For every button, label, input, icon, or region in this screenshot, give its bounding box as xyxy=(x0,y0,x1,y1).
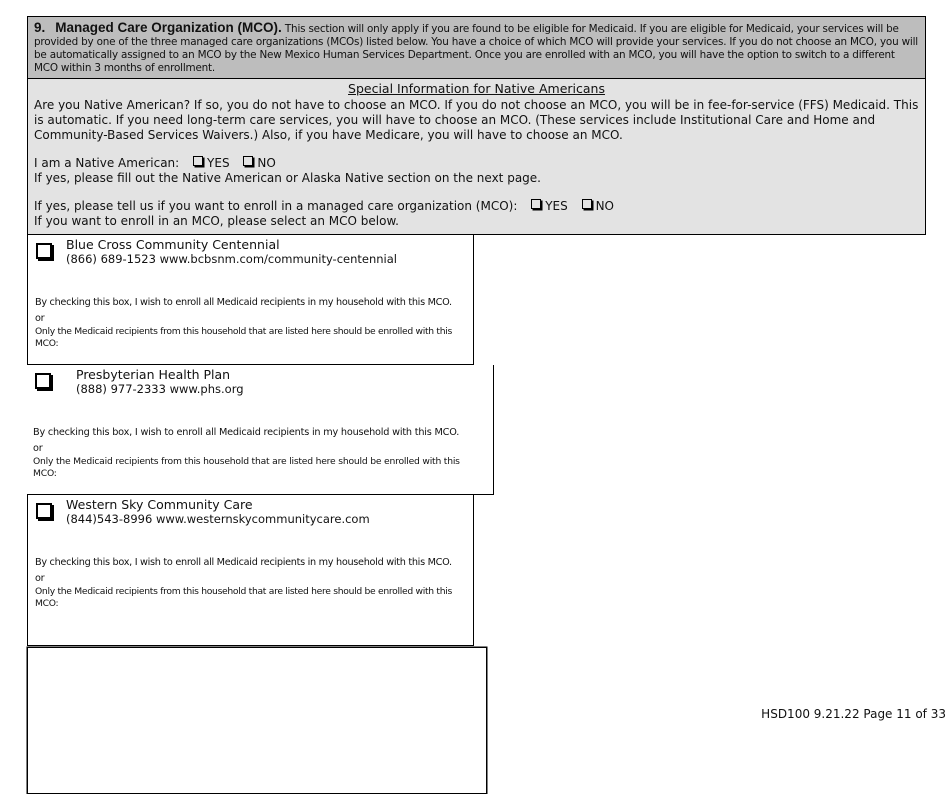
native-no-label: NO xyxy=(257,156,276,170)
mco-option-western-sky xyxy=(27,495,474,646)
presbyterian-checkbox[interactable] xyxy=(35,373,51,389)
native-american-note: If yes, please fill out the Native American or Alaska Native section on the next page. xyxy=(34,171,541,185)
western-sky-checkbox[interactable] xyxy=(36,503,52,519)
native-info-paragraph: Are you Native American? If so, you do not have to choose an MCO. If you do not choose an MCO, you will be in fee-for-service (FFS) Medicaid. This is automatic. If you need long-term care services, you will have to choose an MCO. (These services include Institutional Care and Home and Community-Based Services Waivers.) Also, if you have Medicare, you will have to choose an MCO. xyxy=(34,98,919,142)
plan-name: Blue Cross Community Centennial xyxy=(66,237,280,252)
enroll-all-text: By checking this box, I wish to enroll all Medicaid recipients in my household with this MCO. xyxy=(33,427,460,438)
native-yes-label: YES xyxy=(207,156,230,170)
native-no-checkbox[interactable] xyxy=(243,156,253,166)
enroll-instructions xyxy=(35,295,465,350)
plan-contact: (888) 977-2333 www.phs.org xyxy=(76,382,244,396)
section-header xyxy=(27,16,926,79)
enroll-all-text: By checking this box, I wish to enroll all Medicaid recipients in my household with this MCO. xyxy=(35,557,452,568)
enroll-only-text: Only the Medicaid recipients from this household that are listed here should be enrolled with this MCO: xyxy=(35,326,452,349)
mco-option-presbyterian xyxy=(27,365,494,495)
native-info-title: Special Information for Native Americans xyxy=(348,81,605,96)
mco-form xyxy=(27,16,926,794)
native-yes-checkbox[interactable] xyxy=(193,156,203,166)
plan-contact: (844)543-8996 www.westernskycommunitycare.com xyxy=(66,512,370,526)
enroll-no-label: NO xyxy=(595,199,614,213)
enroll-all-text: By checking this box, I wish to enroll all Medicaid recipients in my household with this MCO. xyxy=(35,297,452,308)
enroll-mco-question xyxy=(34,199,919,214)
native-american-label: I am a Native American: xyxy=(34,156,180,170)
enroll-yes-label: YES xyxy=(545,199,568,213)
enroll-mco-label: If yes, please tell us if you want to enroll in a managed care organization (MCO): xyxy=(34,199,518,213)
enroll-or-text: or xyxy=(35,572,45,584)
plan-contact: (866) 689-1523 www.bcbsnm.com/community-centennial xyxy=(66,252,397,266)
enroll-or-text: or xyxy=(35,312,45,324)
enroll-or-text: or xyxy=(33,442,43,454)
enroll-only-text: Only the Medicaid recipients from this household that are listed here should be enrolled with this MCO: xyxy=(33,456,460,479)
native-american-info xyxy=(27,79,926,235)
enroll-instructions xyxy=(33,425,478,480)
enroll-instructions xyxy=(35,555,465,610)
mco-option-blue-cross xyxy=(27,235,474,365)
enroll-mco-note: If you want to enroll in an MCO, please select an MCO below. xyxy=(34,214,399,228)
section-intro: This section will only apply if you are found to be eligible for Medicaid. If you are eligible for Medicaid, your services will be provided by one of the three managed care organizations (MCOs) listed below. You have a choice of which MCO will provide your services. If you do not choose an MCO, you will be automatically assigned to an MCO by the New Mexico Human Services Department. Once you are enrolled with an MCO, you will have the option to switch to a different MCO within 3 months of enrollment. xyxy=(34,23,918,74)
page-footer: HSD100 9.21.22 Page 11 of 33 xyxy=(761,707,946,721)
plan-name: Western Sky Community Care xyxy=(66,497,253,512)
native-american-question xyxy=(34,156,919,171)
enroll-only-text: Only the Medicaid recipients from this household that are listed here should be enrolled with this MCO: xyxy=(35,586,452,609)
plan-name: Presbyterian Health Plan xyxy=(76,367,231,382)
section-title: Managed Care Organization (MCO). xyxy=(55,20,282,35)
enroll-yes-checkbox[interactable] xyxy=(531,199,541,209)
enroll-no-checkbox[interactable] xyxy=(582,199,592,209)
section-number: 9. xyxy=(34,20,46,35)
empty-mco-cell xyxy=(27,647,487,794)
blue-cross-checkbox[interactable] xyxy=(36,243,52,259)
